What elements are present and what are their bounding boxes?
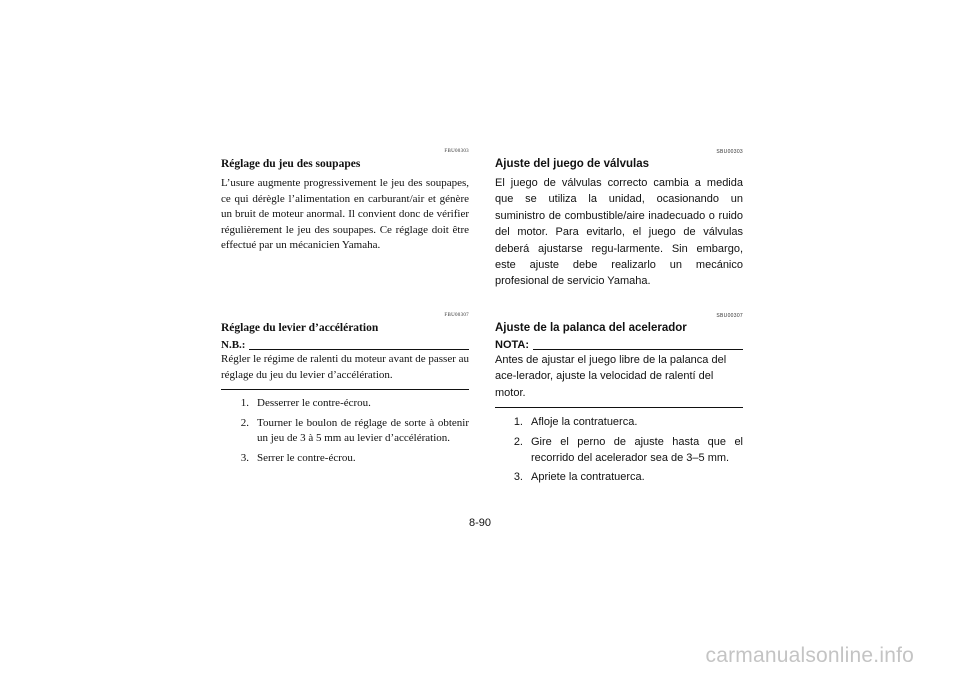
section-code: FBU00307: [444, 313, 469, 318]
section-paragraph: L’usure augmente progressivement le jeu des soupapes, ce qui dérègle l’alimentation en carburant/air et génère un bruit de moteur anormal. Il convient donc de vérifier régulièrement le jeu des soupapes. Ce réglage doit être effectué par un mécanicien Yamaha.: [221, 177, 469, 252]
note-rule: [249, 349, 469, 350]
step-number: 2.: [513, 435, 523, 448]
note-end-rule: [495, 407, 743, 408]
watermark: carmanualsonline.info: [705, 644, 914, 667]
fr-valve-section: [221, 148, 469, 254]
es-valve-section: [495, 148, 743, 290]
steps-list: [221, 396, 469, 466]
note-header: [495, 338, 743, 352]
step-text: Serrer le contre-écrou.: [257, 451, 356, 464]
note-text: Régler le régime de ralenti du moteur avant de passer au réglage du jeu du levier d’accélération.: [221, 353, 470, 381]
step-item: [221, 416, 469, 447]
step-text: Apriete la contratuerca.: [531, 471, 645, 484]
note-rule: [533, 349, 743, 350]
step-item: [495, 469, 743, 485]
step-item: [221, 451, 469, 467]
step-number: 3.: [513, 471, 523, 484]
step-text: Desserrer le contre-écrou.: [257, 397, 371, 410]
section-code: SBU00303: [716, 149, 743, 155]
section-paragraph: El juego de válvulas correcto cambia a medida que se utiliza la unidad, ocasionando un suministro de combustible/aire inadecuado o ruido del motor. Para evitarlo, el juego de válvulas deberá ajustarse regu-larmente. Sin embargo, este ajuste debe realizarlo un mecánico profesional de servicio Yamaha.: [495, 177, 743, 288]
step-number: 1.: [240, 397, 249, 410]
step-item: [495, 434, 743, 467]
step-item: [495, 414, 743, 430]
note-end-rule: [221, 389, 469, 390]
step-text: Afloje la contratuerca.: [531, 416, 638, 429]
section-title: Ajuste de la palanca del acelerador: [495, 322, 687, 334]
note-label: N.B.:: [221, 339, 246, 351]
step-number: 3.: [240, 451, 249, 464]
step-number: 2.: [240, 416, 249, 429]
section-code: SBU00307: [716, 313, 743, 319]
es-throttle-section: [495, 312, 743, 489]
note-text: Antes de ajustar el juego libre de la palanca del ace-lerador, ajuste la velocidad de ralentí del motor.: [495, 354, 727, 399]
section-code: FBU00303: [444, 149, 469, 154]
step-text: Tourner le boulon de réglage de sorte à obtenir un jeu de 3 à 5 mm au levier d’accélération.: [257, 416, 469, 445]
step-item: [221, 396, 469, 412]
step-number: 1.: [513, 416, 523, 429]
note-label: NOTA:: [495, 339, 530, 351]
note-header: [221, 338, 469, 352]
section-title: Réglage du levier d’accélération: [221, 322, 379, 334]
section-title: Ajuste del juego de válvulas: [495, 158, 650, 170]
step-text: Gire el perno de ajuste hasta que el recorrido del acelerador sea de 3–5 mm.: [531, 435, 743, 465]
section-title: Réglage du jeu des soupapes: [221, 158, 361, 170]
fr-throttle-section: [221, 312, 469, 471]
steps-list: [495, 414, 743, 486]
page-number: 8-90: [468, 517, 492, 529]
